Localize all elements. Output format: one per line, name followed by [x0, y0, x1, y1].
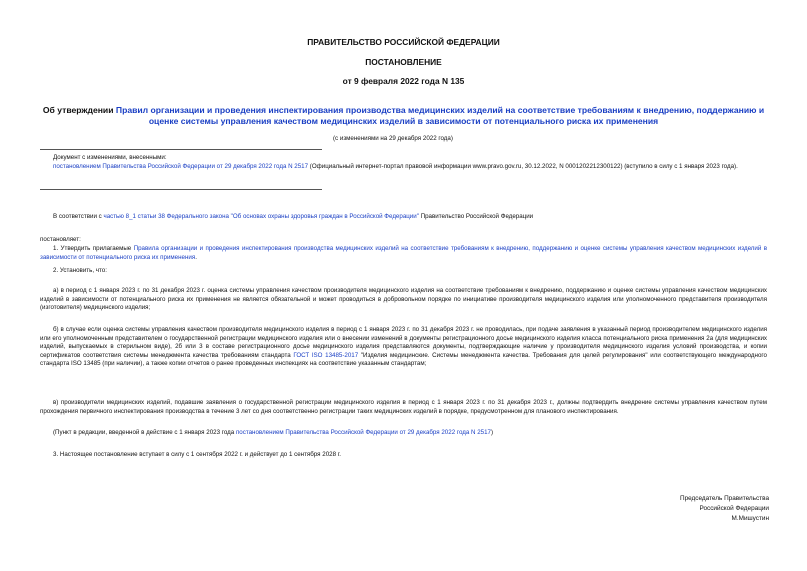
amendment-note-text-2: ) [491, 429, 494, 436]
changes-top-rule [40, 149, 322, 150]
issuer-heading: ПРАВИТЕЛЬСТВО РОССИЙСКОЙ ФЕДЕРАЦИИ [307, 37, 500, 47]
document-type-heading: ПОСТАНОВЛЕНИЕ [365, 57, 442, 67]
item-1-rules-link[interactable]: Правила организации и проведения инспектирования производства медицинских изделий на соответствие требованиям к внедрению, поддержанию и оценке системы управления качеством медицинских изделий в зависимости от потенциального риска их применения [40, 245, 768, 261]
amendment-note-text-1: (Пункт в редакции, введенной в действие с 1 января 2023 года [53, 429, 236, 436]
document-title [40, 105, 767, 127]
item-1-text-1: 1. Утвердить прилагаемые [53, 245, 134, 252]
resolves-label: постановляет: [40, 236, 81, 243]
item-3: 3. Настоящее постановление вступает в силу с 1 сентября 2022 г. и действует до 1 сентября 2028 г. [53, 451, 341, 458]
preamble-text-2: Правительство Российской Федерации [418, 213, 534, 220]
preamble-law-link[interactable]: частью 8_1 статьи 38 Федерального закона "Об основах охраны здоровья граждан в Российской Федерации" [103, 213, 419, 220]
changes-body [53, 163, 767, 172]
item-2: 2. Установить, что: [53, 267, 107, 274]
changes-tail: (Официальный интернет-портал правовой информации www.pravo.gov.ru, 30.12.2022, N 0001202212300122) (вступило в силу с 1 января 2023 года). [308, 163, 738, 170]
amendment-note [53, 429, 767, 438]
paragraph-b [40, 326, 767, 369]
paragraph-v: в) производители медицинских изделий, подавшие заявления о государственной регистрации медицинского изделия в период с 1 января 2023 г. по 31 декабря 2023 г., должны подтвердить внедрение системы управления качеством путем прохождения первичного инспектирования производства в течение 3 лет со дня соответственно регистрации таких медицинских изделий в порядке, предусмотренном для планового инспектирования. [40, 399, 767, 415]
title-prefix: Об утверждении [42, 105, 116, 115]
paragraph-b-text-1: б) в случае если оценка системы управления качеством производителя медицинского изделия в период с 1 января 2023 г. по 31 декабря 2023 г. не проводилась, при подаче заявления в указанный период производителем медицинского изделия или его уполномоченным представителем о государственной регистрации медицинского изделия или о внесении изменений в документы регистрационного досье медицинского изделия класса потенциального риска применения 2а (для медицинских изделий, выпускаемых в стерильном виде), 2б или 3 в составе регистрационного досье медицинского изделия представляются документы, подтверждающие наличие у производителя медицинского изделия условий производства, и копии сертификатов соответствия системы менеджмента качества требованиям стандарта [40, 326, 767, 359]
gost-link[interactable]: ГОСТ ISO 13485-2017 [293, 351, 359, 359]
paragraph-b-text-2: "Изделия медицинские. Системы менеджмента качества. Требования для целей регулирования" или соответствующего международного стандарта ISO 13485 (при наличии), а также копии отчетов о ранее проведенных инспекциях на соответствие указанным стандартам; [40, 351, 767, 368]
title-rules-link[interactable]: Правил организации и проведения инспектирования производства медицинских изделий на соответствие требованиям к внедрению, поддержанию и оценке системы управления качеством медицинских изделий в зависимости от потенциального риска их применения [115, 105, 765, 126]
amended-note: (с изменениями на 29 декабря 2022 года) [333, 135, 453, 142]
signature-position: Председатель Правительства [680, 495, 769, 502]
item-1 [40, 245, 767, 262]
changes-bottom-rule [40, 189, 322, 190]
changes-intro: Документ с изменениями, внесенными: [53, 154, 167, 161]
preamble [53, 213, 767, 222]
date-number-heading: от 9 февраля 2022 года N 135 [342, 76, 465, 86]
item-1-text-2: . [195, 253, 197, 261]
signature-name: М.Мишустин [731, 515, 769, 522]
amendment-resolution-link[interactable]: постановлением Правительства Российской Федерации от 29 декабря 2022 года N 2517 [235, 429, 491, 436]
changes-resolution-link[interactable]: постановлением Правительства Российской Федерации от 29 декабря 2022 года N 2517 [53, 163, 309, 170]
paragraph-a: а) в период с 1 января 2023 г. по 31 декабря 2023 г. оценка системы управления качеством производителя медицинского изделия на соответствие требованиям к внедрению, поддержанию и оценке системы управления качеством медицинских изделий в зависимости от потенциального риска их применения не является обязательной и может проводиться в добровольном порядке по инициативе производителя медицинского изделия или уполномоченного представителя производителя (изготовителя) медицинского изделия; [40, 287, 767, 312]
preamble-text-1: В соответствии с [53, 213, 104, 220]
signature-country: Российской Федерации [699, 505, 769, 512]
